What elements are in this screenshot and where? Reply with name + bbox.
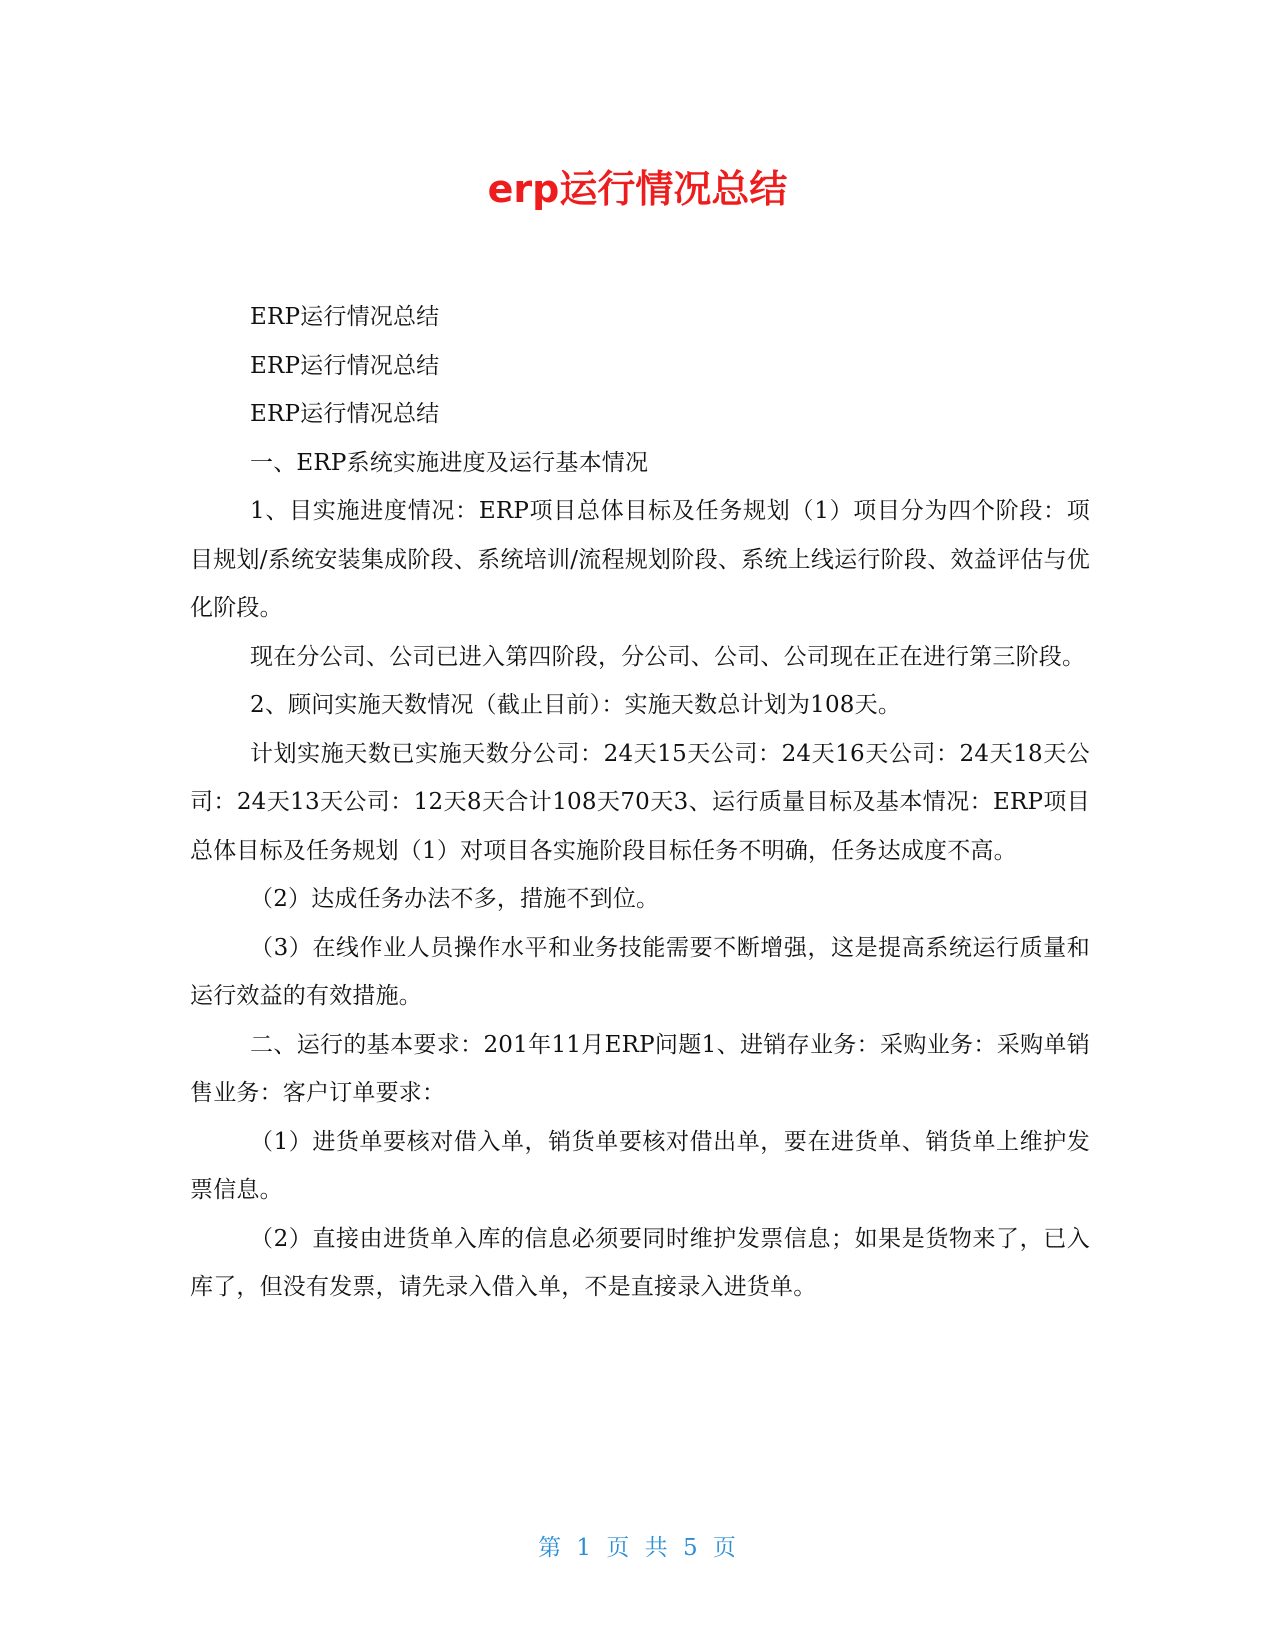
section-heading: 一、ERP系统实施进度及运行基本情况	[250, 449, 649, 476]
paragraph: ERP运行情况总结	[250, 352, 440, 379]
paragraph: 2、顾问实施天数情况（截止目前）：实施天数总计划为108天。	[250, 692, 902, 718]
paragraph: 1、目实施进度情况：ERP项目总体目标及任务规划（1）项目分为四个阶段：项目规划/系统安装集成阶段、系统培训/流程规划阶段、系统上线运行阶段、效益评估与优化阶段。	[190, 498, 1090, 621]
document-body	[190, 293, 1090, 1312]
paragraph: 现在分公司、公司已进入第四阶段，分公司、公司、公司现在正在进行第三阶段。	[250, 643, 1086, 670]
paragraph: （1）进货单要核对借入单，销货单要核对借出单，要在进货单、销货单上维护发票信息。	[190, 1128, 1090, 1203]
paragraph: （3）在线作业人员操作水平和业务技能需要不断增强，这是提高系统运行质量和运行效益的有效措施。	[190, 934, 1090, 1009]
section-heading: 二、运行的基本要求：201年11月ERP问题1、进销存业务：采购业务：采购单销售业务：客户订单要求：	[190, 1031, 1090, 1106]
paragraph: （2）直接由进货单入库的信息必须要同时维护发票信息；如果是货物来了，已入库了，但没有发票，请先录入借入单，不是直接录入进货单。	[190, 1225, 1090, 1300]
paragraph: ERP运行情况总结	[250, 401, 440, 427]
paragraph: （2）达成任务办法不多，措施不到位。	[250, 886, 660, 912]
paragraph: 计划实施天数已实施天数分公司：24天15天公司：24天16天公司：24天18天公司：24天13天公司：12天8天合计108天70天3、运行质量目标及基本情况：ERP项目总体目标及任务规划（1）对项目各实施阶段目标任务不明确，任务达成度不高。	[190, 740, 1090, 864]
paragraph: ERP运行情况总结	[250, 304, 440, 330]
document-title: erp运行情况总结	[487, 167, 788, 211]
page-number-footer: 第 1 页 共 5 页	[538, 1535, 737, 1561]
